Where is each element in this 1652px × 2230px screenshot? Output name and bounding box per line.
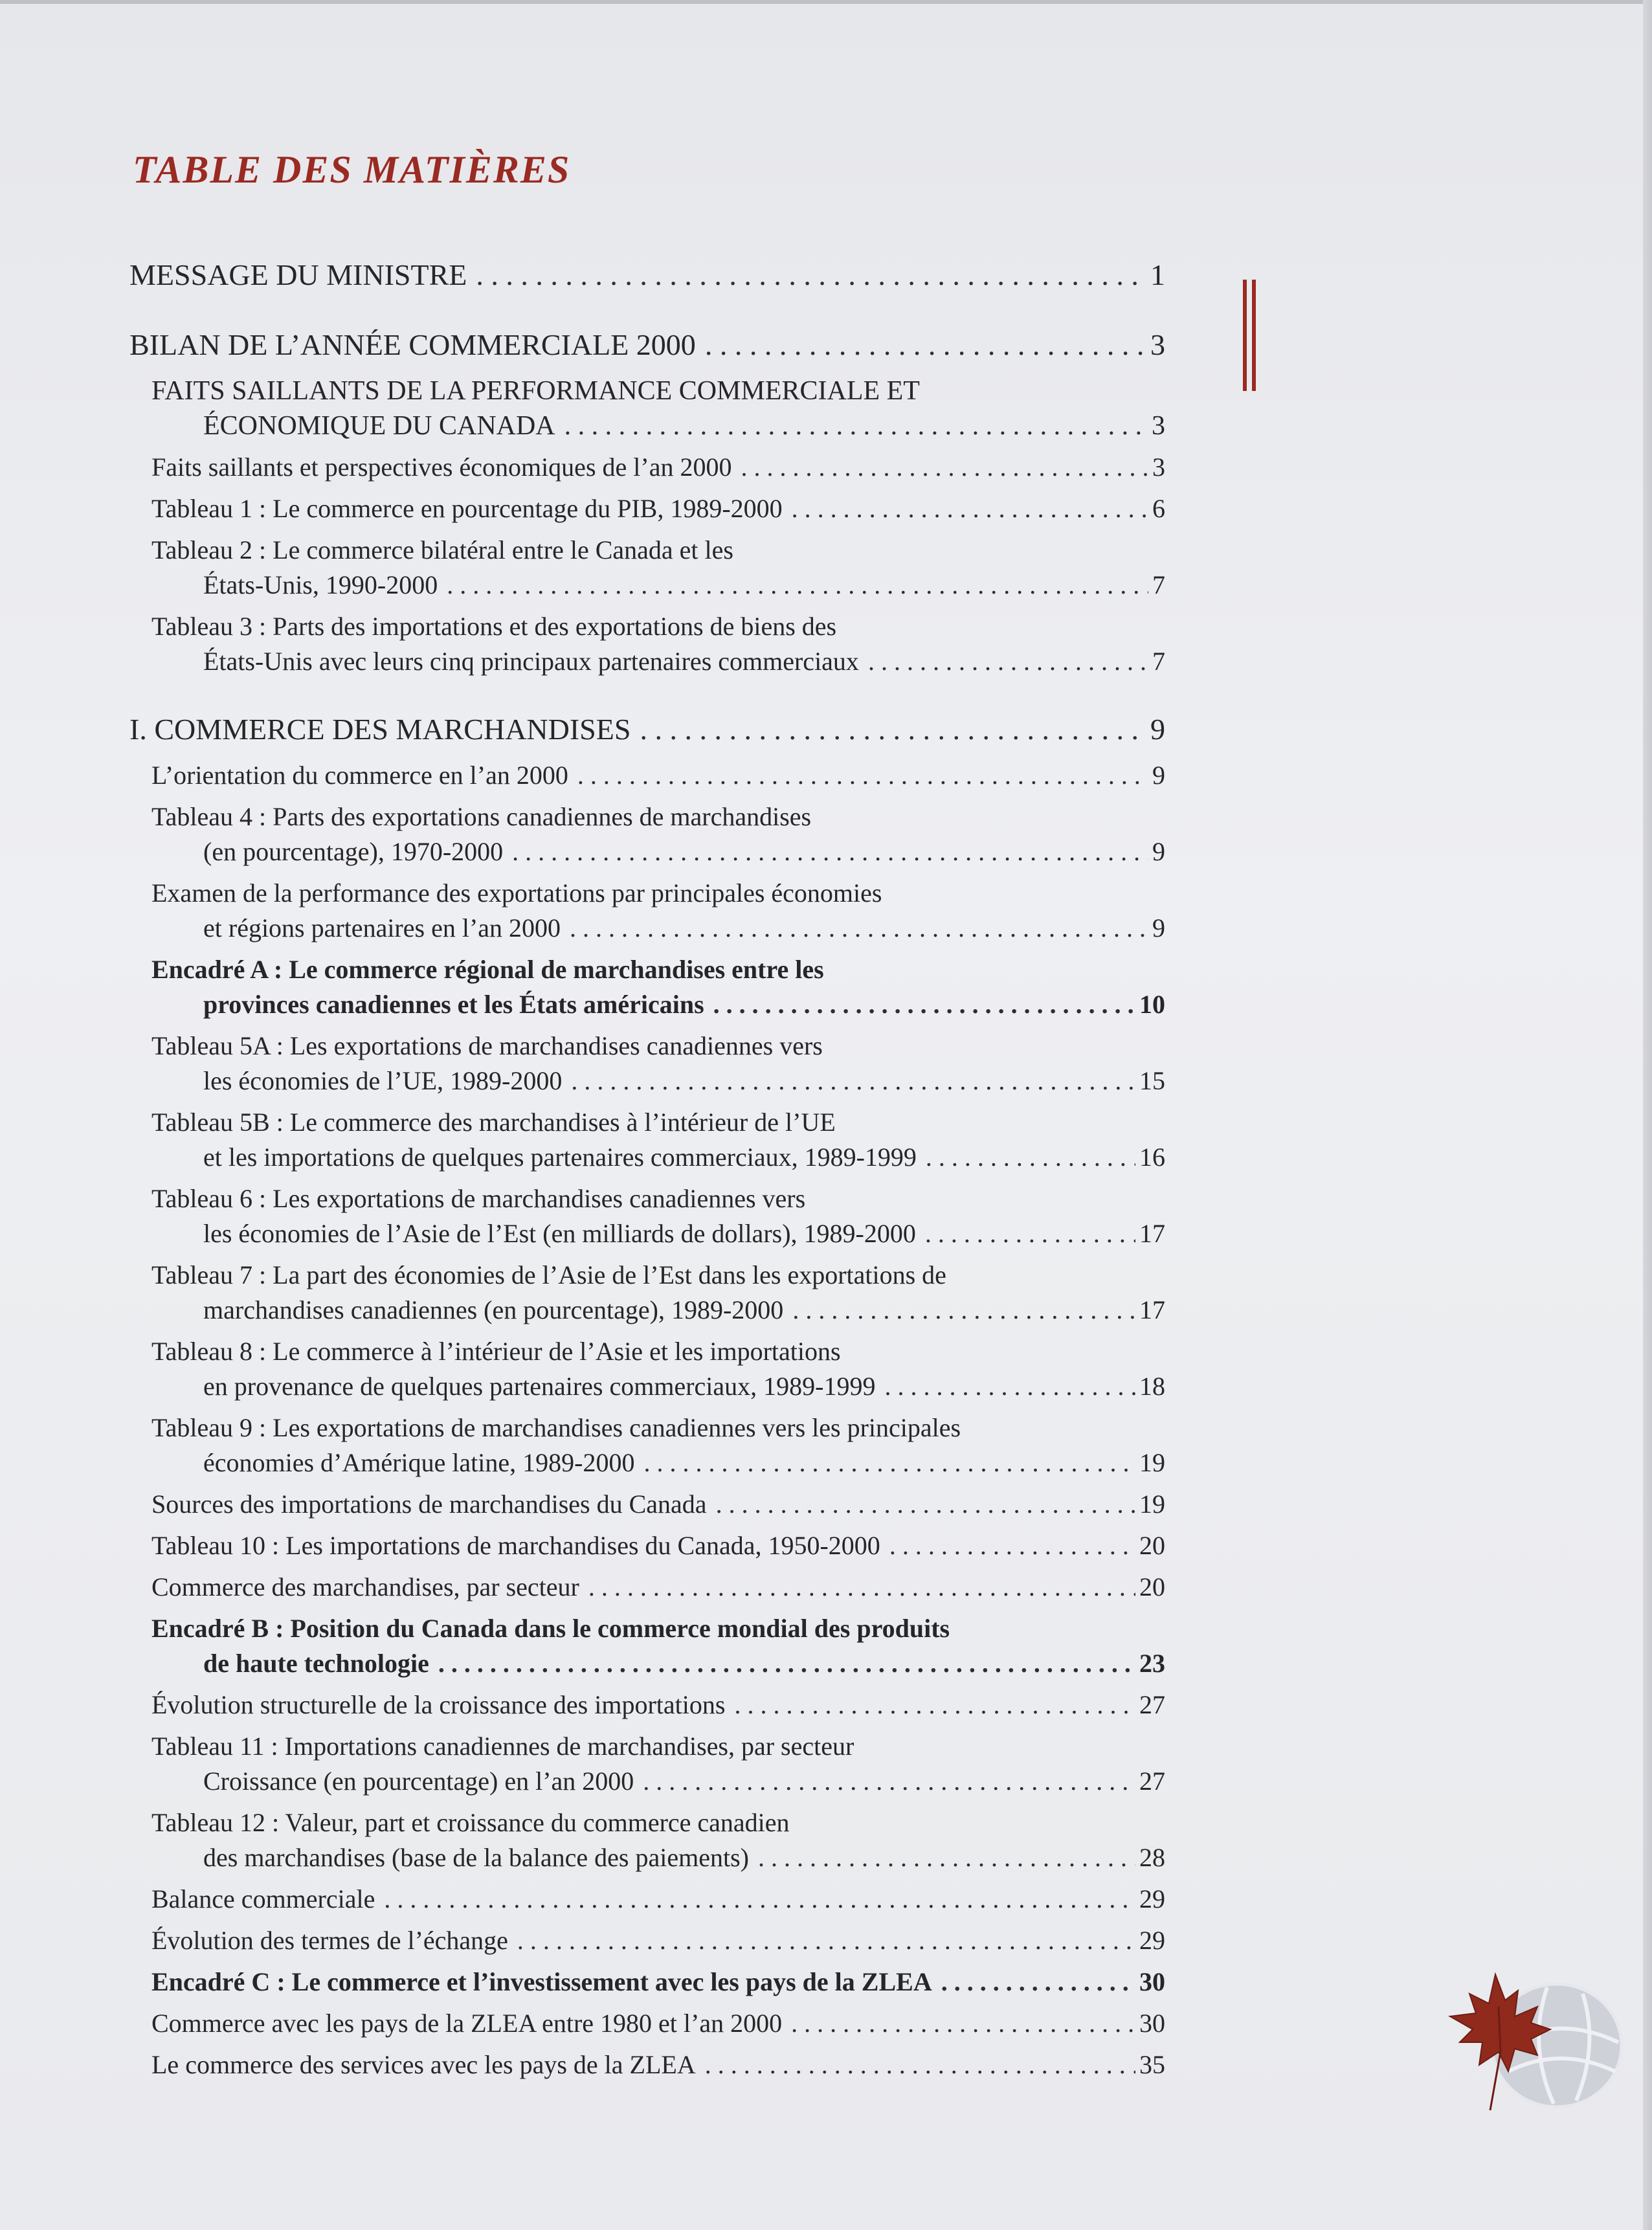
toc-entry-title: (en pourcentage), 1970-2000	[203, 837, 504, 866]
toc-entry-title: États-Unis, 1990-2000	[203, 570, 438, 599]
dot-leader	[577, 758, 1148, 793]
toc-page-number: 10	[1139, 990, 1165, 1019]
toc-page-number: 3	[1152, 411, 1165, 441]
toc-entry[interactable]	[129, 1965, 1165, 2000]
toc-entry-title: Tableau 5A : Les exportations de marchandises canadiennes vers	[151, 1031, 823, 1060]
toc-entry-title: Encadré C : Le commerce et l’investissement avec les pays de la ZLEA	[151, 1967, 932, 1996]
toc-entry[interactable]	[129, 1181, 1165, 1251]
toc-entry-title: Encadré B : Position du Canada dans le commerce mondial des produits	[151, 1614, 950, 1643]
toc-entry[interactable]	[129, 374, 1165, 443]
toc-entry-title: des marchandises (base de la balance des paiements)	[203, 1843, 749, 1872]
toc-entry[interactable]	[129, 1410, 1165, 1480]
toc-entry[interactable]	[129, 1611, 1165, 1681]
dot-leader	[792, 491, 1148, 526]
toc-entry[interactable]	[129, 256, 1165, 295]
dot-leader	[868, 644, 1148, 679]
toc-page-number: 29	[1139, 1884, 1165, 1913]
toc-entry-title: I. COMMERCE DES MARCHANDISES	[129, 713, 631, 746]
dot-leader	[384, 1882, 1135, 1917]
dot-leader	[643, 1764, 1135, 1799]
toc-entry-title: Tableau 1 : Le commerce en pourcentage du PIB, 1989-2000	[151, 494, 783, 523]
toc-page-number: 15	[1139, 1066, 1165, 1095]
toc-page-number: 7	[1152, 570, 1165, 599]
toc-entry[interactable]	[129, 326, 1165, 364]
toc-entry-title: Le commerce des services avec les pays de la ZLEA	[151, 2050, 696, 2079]
toc-page-number: 20	[1139, 1572, 1165, 1601]
toc-entry-title: Évolution structurelle de la croissance des importations	[151, 1690, 726, 1719]
dot-leader	[438, 1646, 1135, 1681]
toc-entry-title: Tableau 9 : Les exportations de marchandises canadiennes vers les principales	[151, 1413, 961, 1442]
toc-entry-title: de haute technologie	[203, 1649, 429, 1678]
toc-entry-title: Tableau 10 : Les importations de marchandises du Canada, 1950-2000	[151, 1531, 880, 1560]
dot-leader	[517, 1923, 1135, 1958]
toc-entry-title: Croissance (en pourcentage) en l’an 2000	[203, 1767, 634, 1796]
toc-entry-title: et régions partenaires en l’an 2000	[203, 913, 561, 942]
dot-leader	[716, 1487, 1135, 1522]
toc-page-number: 9	[1152, 913, 1165, 942]
toc-entry[interactable]	[129, 1923, 1165, 1958]
toc-entry-title: MESSAGE DU MINISTRE	[129, 258, 467, 291]
toc-entry-title: États-Unis avec leurs cinq principaux partenaires commerciaux	[203, 647, 859, 676]
toc-entry-title: Tableau 8 : Le commerce à l’intérieur de l’Asie et les importations	[151, 1337, 841, 1366]
toc-entry[interactable]	[129, 609, 1165, 679]
dot-leader	[792, 1293, 1135, 1328]
toc-entry-title: Sources des importations de marchandises du Canada	[151, 1489, 707, 1519]
toc-entry-title: Tableau 6 : Les exportations de marchandises canadiennes vers	[151, 1184, 806, 1213]
toc-page-number: 29	[1139, 1926, 1165, 1955]
toc-entry[interactable]	[129, 1487, 1165, 1522]
toc-page-number: 30	[1139, 2009, 1165, 2038]
table-of-contents	[129, 256, 1165, 2089]
dot-leader	[570, 911, 1148, 946]
dot-leader	[447, 568, 1148, 603]
toc-page-number: 30	[1139, 1967, 1165, 1996]
toc-page-number: 16	[1139, 1143, 1165, 1172]
page-title: TABLE DES MATIÈRES	[133, 148, 571, 191]
toc-entry[interactable]	[129, 491, 1165, 526]
toc-entry-title: Commerce avec les pays de la ZLEA entre 1980 et l’an 2000	[151, 2009, 783, 2038]
toc-entry[interactable]	[129, 2006, 1165, 2041]
dot-leader	[941, 1965, 1135, 2000]
toc-entry[interactable]	[129, 450, 1165, 485]
toc-page-number: 1	[1150, 258, 1165, 291]
toc-entry[interactable]	[129, 1729, 1165, 1799]
toc-entry-title: en provenance de quelques partenaires commerciaux, 1989-1999	[203, 1372, 876, 1401]
toc-entry-title: les économies de l’Asie de l’Est (en milliards de dollars), 1989-2000	[203, 1219, 916, 1248]
toc-entry-title: les économies de l’UE, 1989-2000	[203, 1066, 563, 1095]
toc-page-number: 27	[1139, 1690, 1165, 1719]
dot-leader	[512, 834, 1148, 869]
dot-leader	[713, 987, 1135, 1022]
toc-entry-title: marchandises canadiennes (en pourcentage), 1989-2000	[203, 1295, 784, 1324]
toc-page-number: 19	[1139, 1489, 1165, 1519]
toc-entry-title: Encadré A : Le commerce régional de marchandises entre les	[151, 955, 824, 984]
dot-leader	[926, 1140, 1135, 1175]
dot-leader	[741, 450, 1148, 485]
toc-entry[interactable]	[129, 1570, 1165, 1605]
dot-leader	[791, 2006, 1135, 2041]
toc-entry-title: économies d’Amérique latine, 1989-2000	[203, 1448, 635, 1477]
toc-entry-title: Tableau 2 : Le commerce bilatéral entre le Canada et les	[151, 535, 733, 564]
dot-leader	[889, 1528, 1135, 1563]
toc-entry[interactable]	[129, 876, 1165, 946]
maple-leaf-globe-icon	[1418, 1968, 1631, 2130]
toc-page-number: 35	[1139, 2050, 1165, 2079]
toc-page-number: 9	[1150, 713, 1165, 746]
toc-entry-title: L’orientation du commerce en l’an 2000	[151, 761, 568, 790]
toc-page-number: 9	[1152, 837, 1165, 866]
toc-entry[interactable]	[129, 1688, 1165, 1723]
dot-leader	[758, 1840, 1135, 1875]
toc-page-number: 3	[1152, 452, 1165, 482]
page-right-edge	[1643, 0, 1652, 2230]
toc-entry[interactable]	[129, 1805, 1165, 1875]
toc-page-number: 28	[1139, 1843, 1165, 1872]
toc-entry-title: Tableau 12 : Valeur, part et croissance du commerce canadien	[151, 1808, 790, 1837]
toc-entry-title: Examen de la performance des exportations par principales économies	[151, 878, 882, 908]
toc-entry[interactable]	[129, 1105, 1165, 1175]
toc-page-number: 17	[1139, 1295, 1165, 1324]
toc-entry[interactable]	[129, 952, 1165, 1022]
toc-entry[interactable]	[129, 2047, 1165, 2082]
toc-entry[interactable]	[129, 799, 1165, 869]
toc-page-number: 20	[1139, 1531, 1165, 1560]
dot-leader	[476, 256, 1146, 295]
decorative-bar-left	[1243, 280, 1247, 391]
toc-entry[interactable]	[129, 1882, 1165, 1917]
toc-page-number: 7	[1152, 647, 1165, 676]
toc-entry-title: Tableau 4 : Parts des exportations canadiennes de marchandises	[151, 802, 812, 831]
dot-leader	[640, 710, 1146, 749]
toc-page-number: 9	[1152, 761, 1165, 790]
toc-entry[interactable]	[129, 1258, 1165, 1328]
toc-entry-title: FAITS SAILLANTS DE LA PERFORMANCE COMMERCIALE ET	[151, 376, 920, 406]
toc-entry-title: Tableau 5B : Le commerce des marchandises à l’intérieur de l’UE	[151, 1108, 836, 1137]
toc-page-number: 6	[1152, 494, 1165, 523]
toc-entry-title: provinces canadiennes et les États américains	[203, 990, 704, 1019]
toc-entry[interactable]	[129, 710, 1165, 749]
dot-leader	[925, 1216, 1135, 1251]
toc-page-number: 17	[1139, 1219, 1165, 1248]
toc-entry-title: Évolution des termes de l’échange	[151, 1926, 508, 1955]
toc-entry[interactable]	[129, 533, 1165, 603]
toc-entry-title: ÉCONOMIQUE DU CANADA	[203, 411, 555, 441]
dot-leader	[643, 1445, 1135, 1480]
toc-page-number: 3	[1150, 328, 1165, 361]
dot-leader	[884, 1369, 1135, 1404]
dot-leader	[571, 1064, 1135, 1098]
toc-entry[interactable]	[129, 1029, 1165, 1098]
toc-page-number: 18	[1139, 1372, 1165, 1401]
toc-entry-title: BILAN DE L’ANNÉE COMMERCIALE 2000	[129, 328, 696, 361]
toc-entry-title: Tableau 3 : Parts des importations et des exportations de biens des	[151, 612, 837, 641]
dot-leader	[734, 1688, 1135, 1723]
dot-leader	[564, 408, 1148, 443]
toc-entry-title: Commerce des marchandises, par secteur	[151, 1572, 579, 1601]
toc-entry[interactable]	[129, 758, 1165, 793]
dot-leader	[588, 1570, 1135, 1605]
toc-entry-title: Tableau 11 : Importations canadiennes de marchandises, par secteur	[151, 1732, 854, 1761]
toc-page-number: 19	[1139, 1448, 1165, 1477]
dot-leader	[705, 2047, 1135, 2082]
toc-entry-title: Balance commerciale	[151, 1884, 375, 1913]
toc-page-number: 23	[1139, 1649, 1165, 1678]
toc-entry-title: Faits saillants et perspectives économiques de l’an 2000	[151, 452, 732, 482]
toc-entry[interactable]	[129, 1334, 1165, 1404]
toc-entry[interactable]	[129, 1528, 1165, 1563]
page-top-edge	[0, 0, 1652, 4]
dot-leader	[705, 326, 1146, 364]
toc-entry-title: Tableau 7 : La part des économies de l’Asie de l’Est dans les exportations de	[151, 1260, 946, 1289]
toc-entry-title: et les importations de quelques partenaires commerciaux, 1989-1999	[203, 1143, 917, 1172]
decorative-bar-right	[1252, 280, 1256, 391]
toc-page-number: 27	[1139, 1767, 1165, 1796]
